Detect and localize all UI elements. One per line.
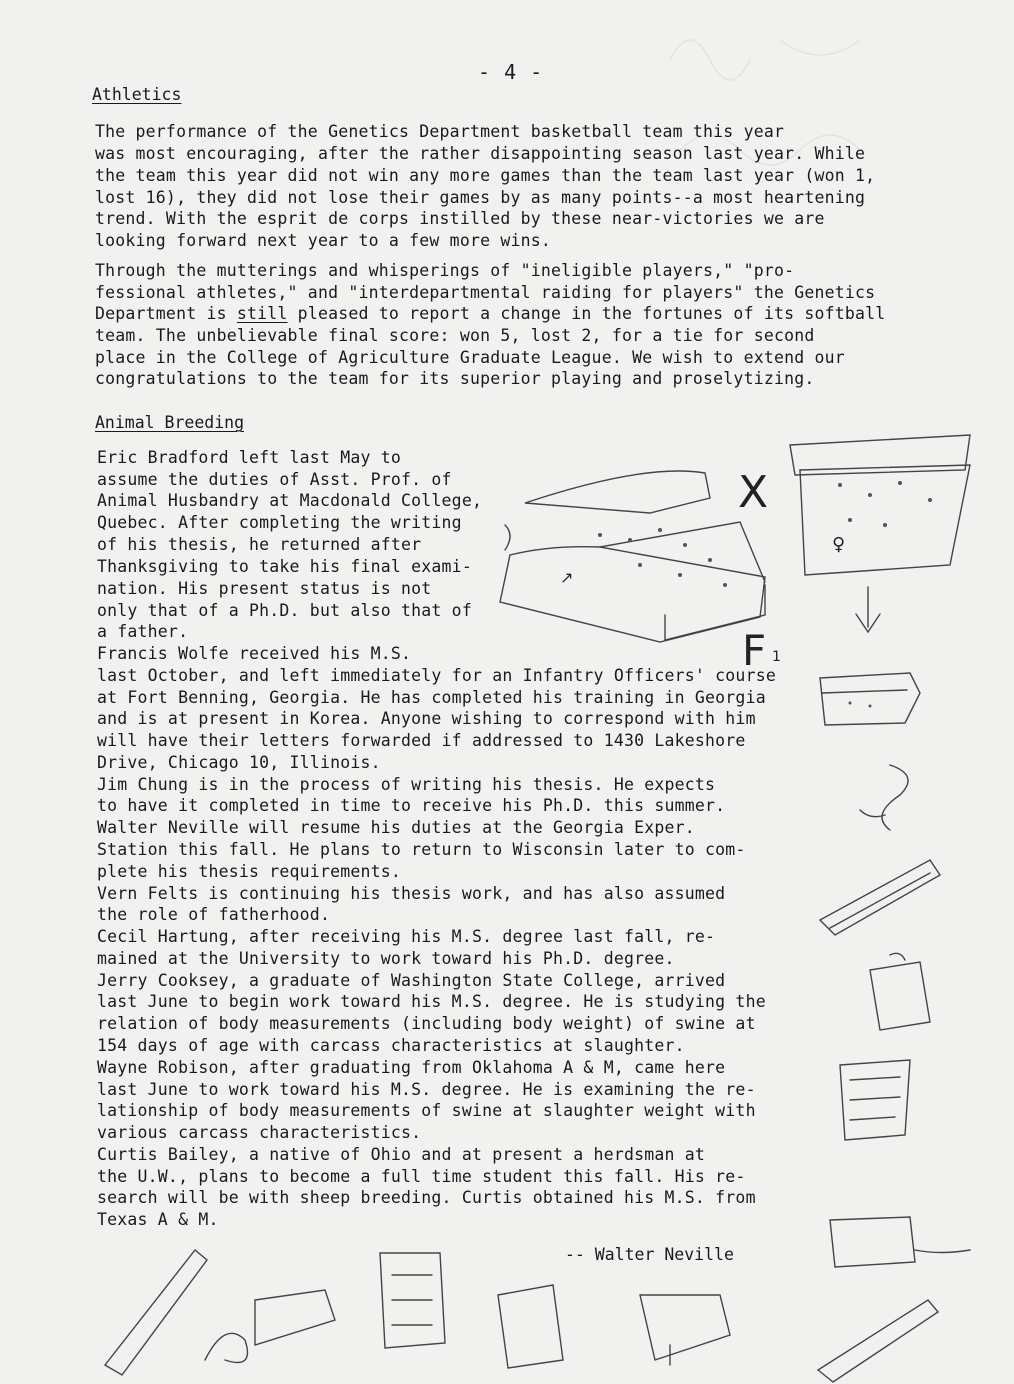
text-line: The performance of the Genetics Department basketball team this year — [95, 122, 785, 141]
text-span: Department is — [95, 304, 237, 323]
text-line: last October, and left immediately for an Infantry Officers' course — [97, 666, 776, 685]
calculator-bottom-right-icon — [808, 1290, 948, 1384]
text-line: 154 days of age with carcass characteristics at slaughter. — [97, 1036, 685, 1055]
text-line: relation of body measurements (including body weight) of swine at — [97, 1014, 756, 1033]
text-line: Texas A & M. — [97, 1210, 219, 1229]
text-line: the U.W., plans to become a full time student this fall. His re- — [97, 1167, 746, 1186]
text-line: Wayne Robison, after graduating from Oklahoma A & M, came here — [97, 1058, 726, 1077]
arrow-down-icon — [848, 582, 888, 646]
text-line: Cecil Hartung, after receiving his M.S. degree last fall, re- — [97, 927, 716, 946]
text-line: lost 16), they did not lose their games by as many points--a most heartening — [95, 188, 866, 207]
text-line: team. The unbelievable final score: won 5, lost 2, for a tie for second — [95, 326, 815, 345]
animal-breeding-heading: Animal Breeding — [95, 413, 245, 432]
female-symbol: ♀ — [832, 534, 846, 555]
text-line: place in the College of Agriculture Graduate League. We wish to extend our — [95, 348, 845, 367]
text-line: mained at the University to work toward his Ph.D. degree. — [97, 949, 675, 968]
sketch-scribble-icon — [850, 760, 930, 844]
text-line: last June to begin work toward his M.S. degree. He is studying the — [97, 992, 766, 1011]
text-line: only that of a Ph.D. but also that of — [97, 601, 472, 620]
arrow-mark: ↗ — [560, 568, 574, 587]
text-line: Station this fall. He plans to return to Wisconsin later to com- — [97, 840, 746, 859]
text-span: pleased to report a change in the fortunes of its softball — [287, 304, 886, 323]
calculator-row-icon — [830, 1055, 920, 1149]
text-line: assume the duties of Asst. Prof. of — [97, 470, 452, 489]
text-line: was most encouraging, after the rather disappointing season last year. While — [95, 144, 866, 163]
text-line: Vern Felts is continuing his thesis work, and has also assumed — [97, 884, 726, 903]
text-line: last June to work toward his M.S. degree. He is examining the re- — [97, 1080, 756, 1099]
text-line: trend. With the esprit de corps instilled by these near-victories we are — [95, 209, 825, 228]
text-line: Jerry Cooksey, a graduate of Washington State College, arrived — [97, 971, 726, 990]
text-line: a father. — [97, 622, 189, 641]
text-line: Drive, Chicago 10, Illinois. — [97, 753, 381, 772]
text-line — [95, 303, 885, 325]
f1-mark: F — [742, 626, 767, 675]
underlined-word: still — [236, 304, 288, 323]
calculator-corner-icon — [820, 1210, 980, 1284]
text-line: Francis Wolfe received his M.S. — [97, 644, 412, 663]
text-line: congratulations to the team for its superior playing and proselytizing. — [95, 369, 815, 388]
text-line: Animal Husbandry at Macdonald College, — [97, 491, 483, 510]
text-line: Eric Bradford left last May to — [97, 448, 402, 467]
calculator-keys-icon — [372, 1245, 452, 1359]
text-line: to have it completed in time to receive his Ph.D. this summer. — [97, 796, 726, 815]
calculator-block-icon — [490, 1275, 570, 1379]
signature: -- Walter Neville — [565, 1245, 734, 1264]
text-line: Curtis Bailey, a native of Ohio and at present a herdsman at — [97, 1145, 706, 1164]
x-mark: X — [738, 467, 769, 518]
calculator-tilted-icon — [810, 850, 950, 954]
text-line: lationship of body measurements of swine at slaughter weight with — [97, 1101, 756, 1120]
page-number: - 4 - — [478, 60, 544, 84]
calculator-small-icon — [810, 668, 930, 732]
text-line: and is at present in Korea. Anyone wishing to correspond with him — [97, 709, 756, 728]
calculator-open-icon — [630, 1285, 740, 1379]
text-line: nation. His present status is not — [97, 579, 432, 598]
typewriter-sketch-icon — [195, 1270, 345, 1384]
text-line: at Fort Benning, Georgia. He has completed his training in Georgia — [97, 688, 766, 707]
text-line: Walter Neville will resume his duties at the Georgia Exper. — [97, 818, 695, 837]
text-line: Thanksgiving to take his final exami- — [97, 557, 472, 576]
text-line: fessional athletes," and "interdepartmental raiding for players" the Genetics — [95, 283, 876, 302]
athletics-heading: Athletics — [92, 85, 182, 104]
calculator-pair-icon — [480, 425, 1010, 675]
text-line: plete his thesis requirements. — [97, 862, 402, 881]
text-line: Quebec. After completing the writing — [97, 513, 462, 532]
text-line: of his thesis, he returned after — [97, 535, 422, 554]
text-line: the team this year did not win any more games than the team last year (won 1, — [95, 166, 876, 185]
text-line: Jim Chung is in the process of writing his thesis. He expects — [97, 775, 716, 794]
text-line: search will be with sheep breeding. Curtis obtained his M.S. from — [97, 1188, 756, 1207]
text-line: various carcass characteristics. — [97, 1123, 422, 1142]
f1-subscript: 1 — [772, 649, 781, 665]
text-line: Through the mutterings and whisperings of "ineligible players," "pro- — [95, 261, 795, 280]
text-line: the role of fatherhood. — [97, 905, 331, 924]
text-line: will have their letters forwarded if addressed to 1430 Lakeshore — [97, 731, 746, 750]
calculator-upright-icon — [860, 950, 940, 1044]
text-line: looking forward next year to a few more wins. — [95, 231, 552, 250]
